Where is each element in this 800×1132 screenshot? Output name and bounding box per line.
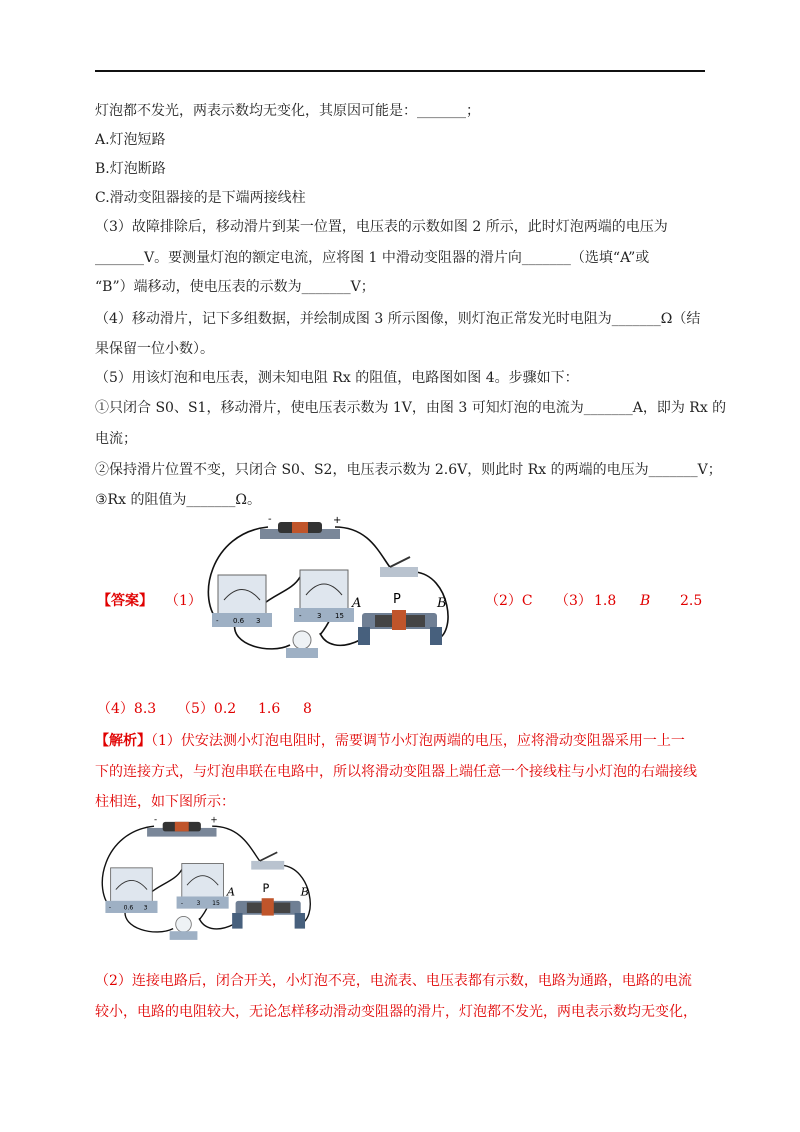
battery-plus-label-2: + xyxy=(210,815,218,826)
question-5-step-1: ①只闭合 S0、S1，移动滑片，使电压表示数为 1V，由图 3 可知灯泡的电流为_______A，即为 Rx 的 xyxy=(95,400,727,416)
answer-part-3: （3） xyxy=(555,593,592,609)
circuit-figure-answer xyxy=(200,515,465,663)
ammeter-terminal-3: 3 xyxy=(256,617,261,625)
battery-plus-label: + xyxy=(333,515,342,526)
ammeter-terminal-3-2: 3 xyxy=(143,904,148,912)
question-line-1: 灯泡都不发光，两表示数均无变化，其原因可能是：_______； xyxy=(95,103,480,119)
question-3-line-3: “B”）端移动，使电压表的示数为_______V； xyxy=(95,279,375,295)
answer-part-1: （1） xyxy=(165,593,202,609)
voltmeter-terminal-2-2: 3 xyxy=(196,900,201,908)
answer-5-value-3: 8 xyxy=(303,701,312,717)
question-5-line-1: （5）用该灯泡和电压表，测未知电阻 Rx 的阻值，电路图如图 4。步骤如下： xyxy=(95,370,579,386)
analysis-line-2: 下的连接方式，与灯泡串联在电路中，所以将滑动变阻器上端任意一个接线柱与小灯泡的右端接线 xyxy=(95,764,697,780)
voltmeter-terminal-1: - xyxy=(299,612,302,620)
rheostat-label-a-2: A xyxy=(226,885,236,899)
answer-3-value-1: 1.8 xyxy=(594,593,617,609)
answer-part-4: （4）8.3 xyxy=(97,701,157,717)
question-5-step-3: ③Rx 的阻值为_______Ω。 xyxy=(95,492,262,508)
option-b: B.灯泡断路 xyxy=(95,161,166,177)
battery-minus-label-2: - xyxy=(154,815,158,825)
ammeter-terminal-1: - xyxy=(216,617,219,625)
voltmeter-terminal-3: 15 xyxy=(335,612,344,620)
rheostat-label-b: B xyxy=(437,596,447,611)
analysis-line-5: 较小，电路的电阻较大，无论怎样移动滑动变阻器的滑片，灯泡都不发光，两电表示数均无变化， xyxy=(95,1004,697,1020)
answer-5-value-2: 1.6 xyxy=(258,701,281,717)
rheostat-label-p-2: P xyxy=(262,882,270,896)
analysis-line-1 xyxy=(95,732,685,750)
question-4-line-1: （4）移动滑片，记下多组数据，并绘制成图 3 所示图像，则灯泡正常发光时电阻为_______Ω（结 xyxy=(95,311,701,327)
question-5-step-1-cont: 电流； xyxy=(95,431,137,447)
question-3-line-2: _______V。要测量灯泡的额定电流，应将图 1 中滑动变阻器的滑片向_______（选填“A”或 xyxy=(95,250,650,266)
option-c: C.滑动变阻器接的是下端两接线柱 xyxy=(95,190,306,206)
question-5-step-2: ②保持滑片位置不变，只闭合 S0、S2，电压表示数为 2.6V，则此时 Rx 的两端的电压为_______V； xyxy=(95,462,722,478)
voltmeter-terminal-3-2: 15 xyxy=(212,900,220,908)
answer-part-5: （5）0.2 xyxy=(177,701,237,717)
voltmeter-terminal-1-2: - xyxy=(180,900,184,908)
answer-3-value-2: B xyxy=(640,593,651,609)
ammeter-terminal-2: 0.6 xyxy=(233,617,245,625)
rheostat-label-a: A xyxy=(352,596,362,611)
analysis-line-3: 柱相连，如下图所示： xyxy=(95,794,235,810)
analysis-line-4: （2）连接电路后，闭合开关，小灯泡不亮，电流表、电压表都有示数，电路为通路，电路的电流 xyxy=(95,973,692,989)
question-4-line-2: 果保留一位小数）。 xyxy=(95,341,214,357)
question-3-line-1: （3）故障排除后，移动滑片到某一位置，电压表的示数如图 2 所示，此时灯泡两端的电压为 xyxy=(95,219,668,235)
circuit-figure-analysis xyxy=(95,815,325,945)
ammeter-terminal-2-2: 0.6 xyxy=(123,904,134,912)
answer-part-2: （2）C xyxy=(485,593,533,609)
ammeter-terminal-1-2: - xyxy=(108,904,112,912)
rheostat-label-b-2: B xyxy=(300,885,309,899)
option-a: A.灯泡短路 xyxy=(95,132,166,148)
analysis-line-1-text: （1）伏安法测小灯泡电阻时，需要调节小灯泡两端的电压，应将滑动变阻器采用一上一 xyxy=(151,733,685,749)
answer-label: 【答案】 xyxy=(97,593,153,609)
header-rule xyxy=(95,70,705,72)
rheostat-label-p: P xyxy=(393,592,401,607)
answer-3-value-3: 2.5 xyxy=(680,593,703,609)
analysis-label: 【解析】 xyxy=(95,733,151,749)
battery-minus-label: - xyxy=(268,515,272,525)
voltmeter-terminal-2: 3 xyxy=(317,612,322,620)
